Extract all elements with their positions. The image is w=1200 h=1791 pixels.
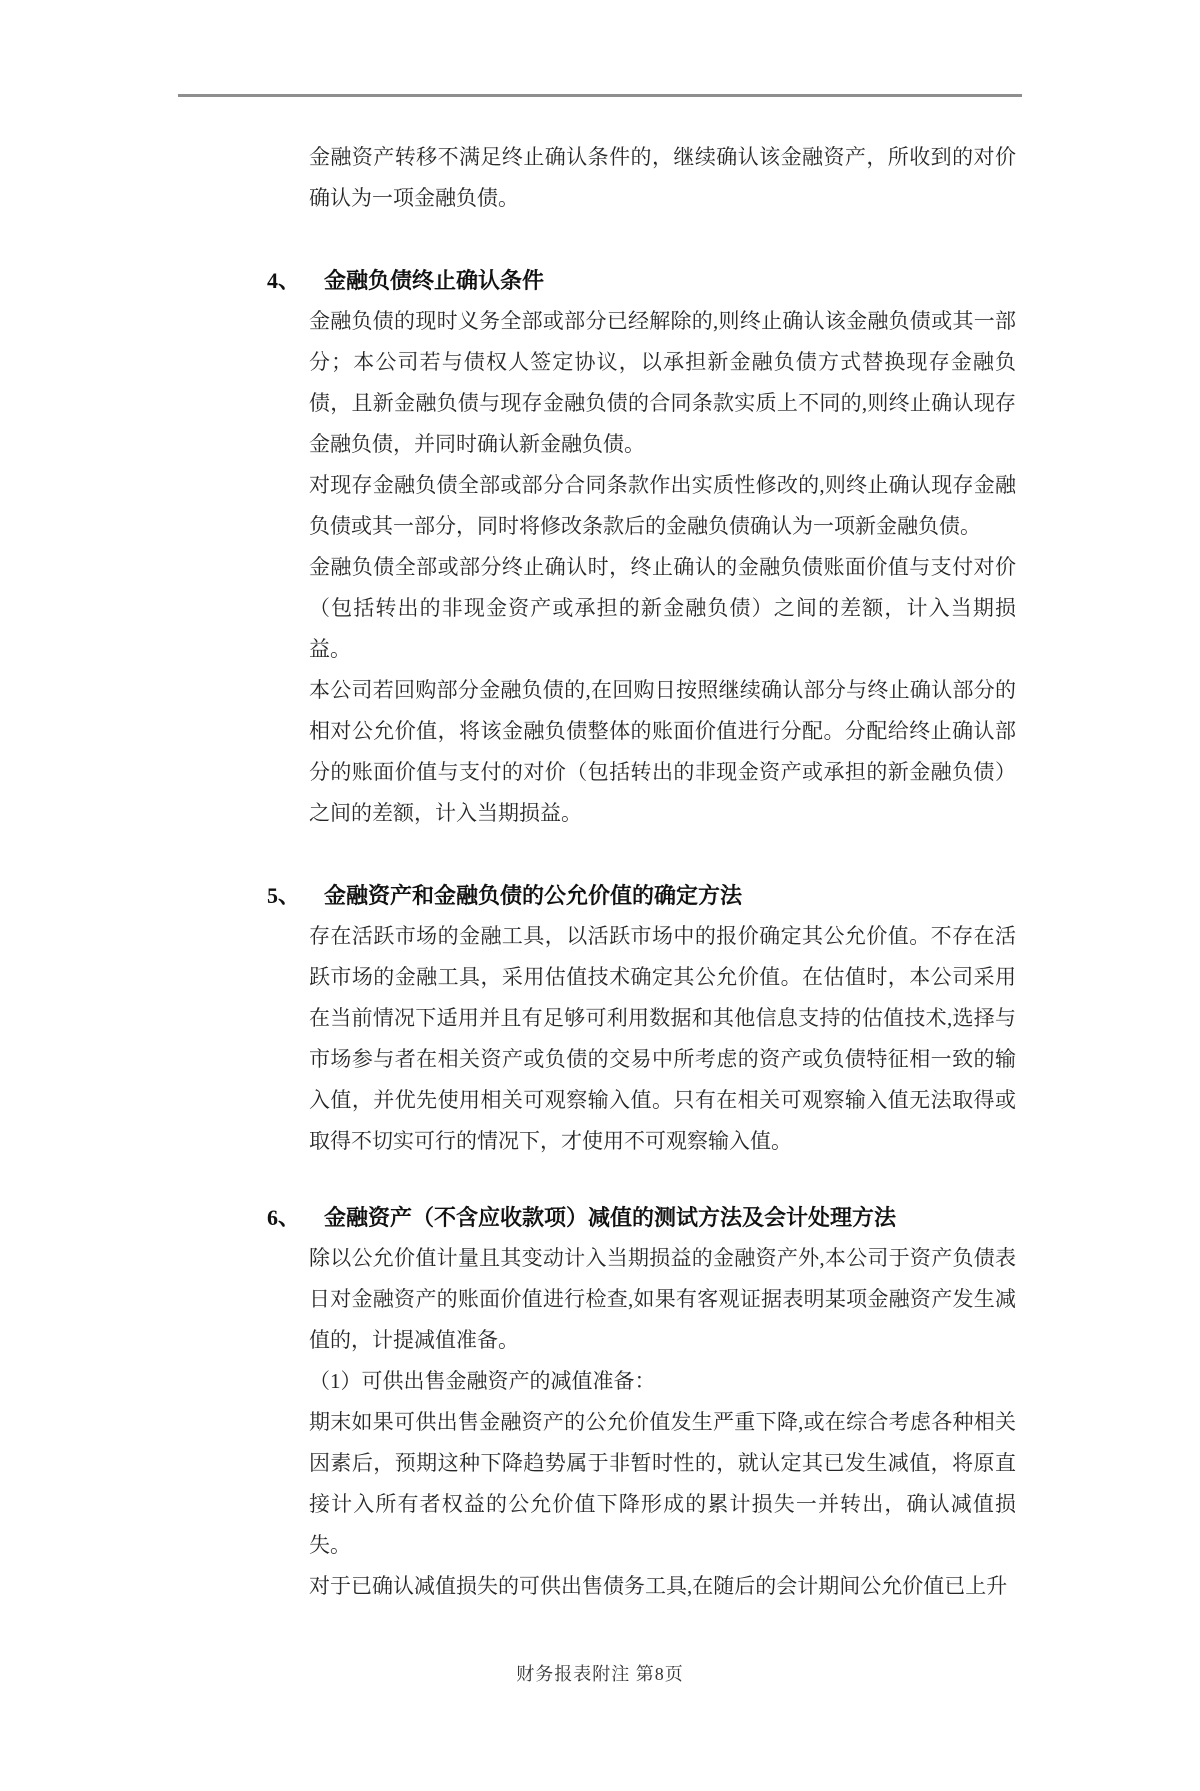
document-page bbox=[0, 94, 1200, 1791]
section-4-body bbox=[309, 301, 1016, 834]
section-6-heading bbox=[267, 1197, 1022, 1238]
page-footer: 财务报表附注 第8页 bbox=[516, 1664, 684, 1684]
section-4-title: 金融负债终止确认条件 bbox=[324, 268, 545, 293]
section-5-paragraph: 存在活跃市场的金融工具，以活跃市场中的报价确定其公允价值。不存在活跃市场的金融工具，采用估值技术确定其公允价值。在估值时，本公司采用在当前情况下适用并且有足够可利用数据和其他信息支持的估值技术,选择与市场参与者在相关资产或负债的交易中所考虑的资产或负债特征相一致的输入值，并优先使用相关可观察输入值。只有在相关可观察输入值无法取得或取得不切实可行的情况下，才使用不可观察输入值。 bbox=[309, 924, 1016, 1153]
section-6-paragraph: 对于已确认减值损失的可供出售债务工具,在随后的会计期间公允价值已上升 bbox=[309, 1574, 1008, 1598]
section-6-paragraph: 除以公允价值计量且其变动计入当期损益的金融资产外,本公司于资产负债表日对金融资产的账面价值进行检查,如果有客观证据表明某项金融资产发生减值的，计提减值准备。 bbox=[309, 1246, 1016, 1352]
header-divider-line bbox=[178, 94, 1022, 97]
section-4-number: 4、 bbox=[267, 268, 301, 293]
section-4-paragraph: 本公司若回购部分金融负债的,在回购日按照继续确认部分与终止确认部分的相对公允价值，将该金融负债整体的账面价值进行分配。分配给终止确认部分的账面价值与支付的对价（包括转出的非现金资产或承担的新金融负债）之间的差额，计入当期损益。 bbox=[309, 678, 1016, 825]
section-4-paragraph: 金融负债的现时义务全部或部分已经解除的,则终止确认该金融负债或其一部分；本公司若与债权人签定协议，以承担新金融负债方式替换现存金融负债，且新金融负债与现存金融负债的合同条款实质上不同的,则终止确认现存金融负债，并同时确认新金融负债。 bbox=[309, 309, 1016, 456]
intro-paragraph: 金融资产转移不满足终止确认条件的，继续确认该金融资产，所收到的对价确认为一项金融负债。 bbox=[309, 145, 1016, 210]
section-6-paragraph: 期末如果可供出售金融资产的公允价值发生严重下降,或在综合考虑各种相关因素后，预期这种下降趋势属于非暂时性的，就认定其已发生减值，将原直接计入所有者权益的公允价值下降形成的累计损失一并转出，确认减值损失。 bbox=[309, 1410, 1016, 1557]
section-4-heading bbox=[267, 260, 1022, 301]
section-6-paragraph: （1）可供出售金融资产的减值准备： bbox=[309, 1369, 656, 1393]
section-5-title: 金融资产和金融负债的公允价值的确定方法 bbox=[324, 883, 743, 908]
section-6-number: 6、 bbox=[267, 1205, 301, 1230]
section-6-body bbox=[309, 1238, 1016, 1607]
section-5-body bbox=[309, 916, 1016, 1162]
section-5-heading bbox=[267, 875, 1022, 916]
section-6-title: 金融资产（不含应收款项）减值的测试方法及会计处理方法 bbox=[324, 1205, 897, 1230]
section-4-paragraph: 金融负债全部或部分终止确认时，终止确认的金融负债账面价值与支付对价（包括转出的非现金资产或承担的新金融负债）之间的差额，计入当期损益。 bbox=[309, 555, 1016, 661]
section-4-paragraph: 对现存金融负债全部或部分合同条款作出实质性修改的,则终止确认现存金融负债或其一部分，同时将修改条款后的金融负债确认为一项新金融负债。 bbox=[309, 473, 1016, 538]
section-5-number: 5、 bbox=[267, 883, 301, 908]
page-content bbox=[267, 137, 1022, 1607]
